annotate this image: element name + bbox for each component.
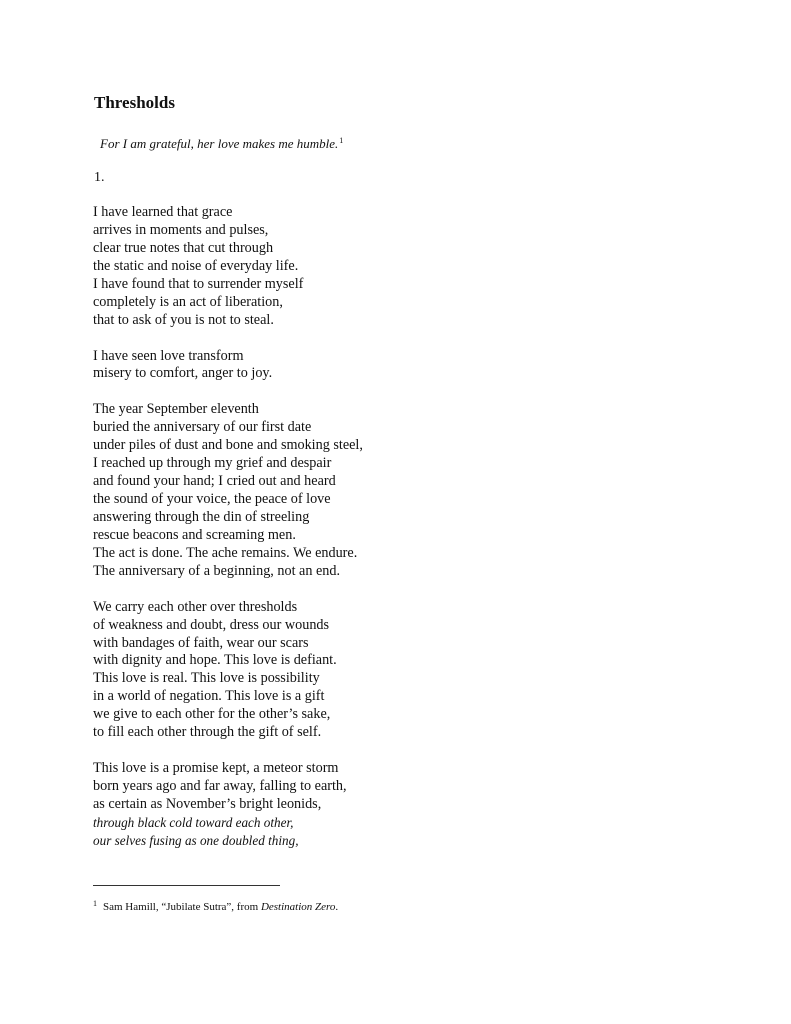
poem-line: The year September eleventh: [93, 401, 259, 418]
poem-line: answering through the din of streeling: [93, 508, 310, 525]
poem-line: through black cold toward each other,: [93, 814, 294, 830]
poem-line: with dignity and hope. This love is defiant.: [93, 652, 337, 669]
poem-line: as certain as November’s bright leonids,: [93, 795, 322, 812]
poem-line: we give to each other for the other’s sake,: [93, 706, 331, 723]
poem-line: of weakness and doubt, dress our wounds: [93, 616, 330, 633]
poem-line: arrives in moments and pulses,: [93, 221, 269, 238]
poem-line: This love is a promise kept, a meteor storm: [93, 760, 339, 777]
poem-line: The act is done. The ache remains. We endure.: [93, 544, 358, 561]
poem-line: our selves fusing as one doubled thing,: [93, 832, 299, 848]
stanza: [93, 760, 473, 850]
poem-line: with bandages of faith, wear our scars: [93, 634, 309, 651]
epigraph-text: For I am grateful, her love makes me humble.: [100, 136, 339, 151]
poem-line: I have found that to surrender myself: [93, 275, 304, 292]
footnote-divider: [93, 885, 280, 886]
footnote-mark: 1: [93, 899, 97, 908]
stanza: [93, 204, 473, 330]
epigraph: [100, 132, 343, 153]
poem-line: The anniversary of a beginning, not an end.: [93, 562, 341, 579]
poem-line: born years ago and far away, falling to earth,: [93, 778, 347, 794]
footnote-text-after: .: [335, 901, 339, 913]
poem-line: misery to comfort, anger to joy.: [93, 365, 273, 382]
poem-line: I reached up through my grief and despair: [93, 455, 332, 472]
stanza: [93, 348, 473, 384]
poem-line: We carry each other over thresholds: [93, 598, 298, 615]
poem-line: clear true notes that cut through: [93, 239, 274, 256]
poem-line: completely is an act of liberation,: [93, 293, 283, 310]
stanza: [93, 401, 473, 580]
poem-body: [93, 204, 473, 868]
poem-line: I have learned that grace: [93, 204, 233, 220]
poem-title: Thresholds: [94, 93, 175, 112]
poem-line: This love is real. This love is possibility: [93, 670, 320, 687]
poem-line: to fill each other through the gift of self.: [93, 724, 322, 741]
poem-line: rescue beacons and screaming men.: [93, 526, 296, 543]
poem-line: buried the anniversary of our first date: [93, 419, 312, 436]
poem-line: the sound of your voice, the peace of love: [93, 491, 331, 507]
epigraph-footnote-ref[interactable]: 1: [339, 136, 344, 145]
section-number: 1.: [94, 170, 105, 185]
footnote: [93, 896, 338, 915]
poem-line: under piles of dust and bone and smoking steel,: [93, 437, 363, 454]
stanza: [93, 599, 473, 743]
poem-line: the static and noise of everyday life.: [93, 257, 299, 274]
poem-line: and found your hand; I cried out and heard: [93, 473, 336, 490]
poem-line: I have seen love transform: [93, 347, 244, 364]
footnote-book-title: Destination Zero: [260, 901, 336, 913]
footnote-text-before: Sam Hamill, “Jubilate Sutra”, from: [103, 901, 261, 913]
poem-line: in a world of negation. This love is a gift: [93, 688, 325, 705]
poem-line: that to ask of you is not to steal.: [93, 311, 274, 328]
